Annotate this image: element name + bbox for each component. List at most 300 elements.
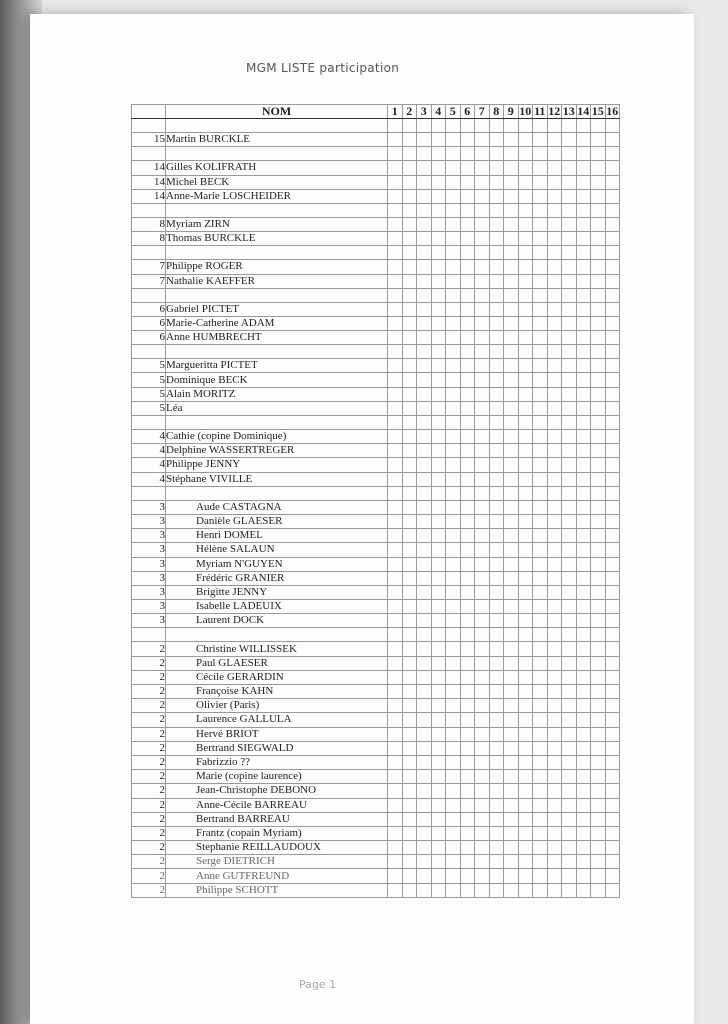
participation-count: 6 <box>132 302 166 316</box>
attendance-cell <box>547 260 562 274</box>
attendance-cell <box>489 316 504 330</box>
attendance-cell <box>446 288 461 302</box>
attendance-cell <box>547 670 562 684</box>
attendance-cell <box>504 798 519 812</box>
attendance-cell <box>533 500 548 514</box>
attendance-cell <box>475 203 490 217</box>
attendance-cell <box>460 685 475 699</box>
attendance-cell <box>388 359 403 373</box>
attendance-cell <box>518 727 533 741</box>
attendance-cell <box>576 656 591 670</box>
day-column-header: 1 <box>388 105 403 119</box>
attendance-cell <box>562 713 577 727</box>
attendance-cell <box>417 119 432 133</box>
attendance-cell <box>504 288 519 302</box>
day-column-header: 6 <box>460 105 475 119</box>
attendance-cell <box>562 430 577 444</box>
attendance-cell <box>533 232 548 246</box>
attendance-cell <box>533 486 548 500</box>
attendance-cell <box>431 685 446 699</box>
attendance-cell <box>402 741 417 755</box>
attendance-cell <box>489 274 504 288</box>
attendance-cell <box>591 331 606 345</box>
attendance-cell <box>388 175 403 189</box>
participant-row <box>132 727 620 741</box>
spacer-row <box>132 416 620 430</box>
attendance-cell <box>402 416 417 430</box>
attendance-cell <box>591 189 606 203</box>
attendance-cell <box>518 557 533 571</box>
attendance-cell <box>576 855 591 869</box>
attendance-cell <box>605 543 620 557</box>
attendance-cell <box>431 500 446 514</box>
attendance-cell <box>402 642 417 656</box>
attendance-cell <box>417 472 432 486</box>
attendance-cell <box>402 217 417 231</box>
attendance-cell <box>547 345 562 359</box>
attendance-cell <box>489 585 504 599</box>
participant-name <box>166 288 388 302</box>
page-title: MGM LISTE participation <box>246 61 400 75</box>
participant-row <box>132 458 620 472</box>
attendance-cell <box>388 345 403 359</box>
attendance-cell <box>417 260 432 274</box>
attendance-cell <box>402 175 417 189</box>
participation-count: 3 <box>132 571 166 585</box>
attendance-cell <box>446 345 461 359</box>
attendance-cell <box>460 713 475 727</box>
attendance-cell <box>533 458 548 472</box>
attendance-cell <box>576 883 591 897</box>
attendance-cell <box>417 444 432 458</box>
attendance-cell <box>402 826 417 840</box>
attendance-cell <box>460 557 475 571</box>
attendance-cell <box>431 486 446 500</box>
attendance-cell <box>489 670 504 684</box>
attendance-cell <box>533 387 548 401</box>
attendance-cell <box>417 869 432 883</box>
attendance-cell <box>431 755 446 769</box>
attendance-cell <box>460 812 475 826</box>
attendance-cell <box>431 770 446 784</box>
participation-count: 5 <box>132 373 166 387</box>
attendance-cell <box>446 741 461 755</box>
participation-count: 3 <box>132 600 166 614</box>
spacer-row <box>132 628 620 642</box>
attendance-cell <box>533 359 548 373</box>
attendance-cell <box>533 175 548 189</box>
attendance-cell <box>431 713 446 727</box>
attendance-cell <box>431 699 446 713</box>
attendance-cell <box>417 500 432 514</box>
attendance-cell <box>417 387 432 401</box>
participation-count <box>132 628 166 642</box>
participant-name: Hélène SALAUN <box>166 543 388 557</box>
attendance-cell <box>605 770 620 784</box>
participant-row <box>132 812 620 826</box>
attendance-cell <box>533 798 548 812</box>
attendance-cell <box>388 288 403 302</box>
attendance-cell <box>431 260 446 274</box>
attendance-cell <box>475 444 490 458</box>
attendance-cell <box>547 246 562 260</box>
attendance-cell <box>576 770 591 784</box>
attendance-cell <box>562 345 577 359</box>
attendance-cell <box>562 260 577 274</box>
attendance-cell <box>533 571 548 585</box>
attendance-cell <box>402 232 417 246</box>
attendance-cell <box>591 557 606 571</box>
participant-name: Anne HUMBRECHT <box>166 331 388 345</box>
participant-row <box>132 741 620 755</box>
participant-name: Paul GLAESER <box>166 656 388 670</box>
participant-name <box>166 345 388 359</box>
attendance-cell <box>402 260 417 274</box>
attendance-cell <box>518 416 533 430</box>
participant-name <box>166 119 388 133</box>
attendance-cell <box>591 373 606 387</box>
attendance-cell <box>460 670 475 684</box>
attendance-cell <box>547 133 562 147</box>
attendance-cell <box>533 812 548 826</box>
attendance-cell <box>402 855 417 869</box>
participant-name: Philippe SCHOTT <box>166 883 388 897</box>
attendance-cell <box>388 727 403 741</box>
attendance-cell <box>460 600 475 614</box>
attendance-cell <box>475 514 490 528</box>
attendance-cell <box>417 302 432 316</box>
attendance-cell <box>504 133 519 147</box>
attendance-cell <box>504 203 519 217</box>
attendance-cell <box>489 401 504 415</box>
attendance-cell <box>489 699 504 713</box>
attendance-cell <box>489 614 504 628</box>
attendance-cell <box>518 331 533 345</box>
attendance-cell <box>402 585 417 599</box>
attendance-cell <box>475 274 490 288</box>
attendance-cell <box>431 855 446 869</box>
attendance-cell <box>518 529 533 543</box>
attendance-cell <box>431 784 446 798</box>
attendance-cell <box>446 642 461 656</box>
attendance-cell <box>591 685 606 699</box>
attendance-cell <box>431 274 446 288</box>
attendance-cell <box>605 444 620 458</box>
attendance-cell <box>562 189 577 203</box>
attendance-cell <box>504 416 519 430</box>
participation-count: 2 <box>132 798 166 812</box>
attendance-cell <box>431 557 446 571</box>
attendance-cell <box>518 770 533 784</box>
attendance-cell <box>417 741 432 755</box>
attendance-cell <box>576 203 591 217</box>
attendance-cell <box>591 486 606 500</box>
attendance-cell <box>591 316 606 330</box>
attendance-cell <box>533 784 548 798</box>
attendance-cell <box>518 642 533 656</box>
participant-name: Danièle GLAESER <box>166 514 388 528</box>
attendance-cell <box>388 869 403 883</box>
attendance-cell <box>533 869 548 883</box>
attendance-cell <box>562 529 577 543</box>
attendance-cell <box>518 514 533 528</box>
attendance-cell <box>605 331 620 345</box>
attendance-cell <box>605 600 620 614</box>
participation-count: 8 <box>132 232 166 246</box>
attendance-cell <box>489 444 504 458</box>
attendance-cell <box>605 373 620 387</box>
attendance-cell <box>518 189 533 203</box>
attendance-cell <box>547 401 562 415</box>
attendance-cell <box>431 472 446 486</box>
attendance-cell <box>489 571 504 585</box>
attendance-cell <box>605 217 620 231</box>
attendance-cell <box>562 444 577 458</box>
participant-row <box>132 600 620 614</box>
attendance-cell <box>547 472 562 486</box>
attendance-cell <box>489 175 504 189</box>
attendance-cell <box>402 203 417 217</box>
attendance-cell <box>489 260 504 274</box>
participation-count: 7 <box>132 274 166 288</box>
day-column-header: 13 <box>562 104 575 119</box>
attendance-cell <box>460 302 475 316</box>
attendance-cell <box>417 133 432 147</box>
participant-name: Alain MORITZ <box>166 387 388 401</box>
attendance-cell <box>547 189 562 203</box>
attendance-cell <box>489 359 504 373</box>
attendance-cell <box>547 713 562 727</box>
attendance-cell <box>475 628 490 642</box>
attendance-cell <box>431 232 446 246</box>
attendance-cell <box>388 855 403 869</box>
attendance-cell <box>504 161 519 175</box>
attendance-cell <box>518 387 533 401</box>
participant-row <box>132 642 620 656</box>
attendance-cell <box>504 529 519 543</box>
attendance-cell <box>533 246 548 260</box>
attendance-cell <box>431 373 446 387</box>
attendance-cell <box>547 416 562 430</box>
attendance-cell <box>533 444 548 458</box>
attendance-cell <box>417 217 432 231</box>
attendance-cell <box>562 416 577 430</box>
attendance-cell <box>475 387 490 401</box>
attendance-cell <box>417 232 432 246</box>
attendance-cell <box>475 557 490 571</box>
attendance-cell <box>576 557 591 571</box>
attendance-cell <box>504 883 519 897</box>
attendance-cell <box>518 232 533 246</box>
participant-name: Nathalie KAEFFER <box>166 274 388 288</box>
attendance-cell <box>388 486 403 500</box>
attendance-cell <box>591 727 606 741</box>
spacer-row <box>132 345 620 359</box>
participant-name: Hervé BRIOT <box>166 727 388 741</box>
participant-row <box>132 841 620 855</box>
participant-name <box>166 416 388 430</box>
attendance-cell <box>475 217 490 231</box>
participation-count: 5 <box>132 387 166 401</box>
attendance-cell <box>591 500 606 514</box>
attendance-cell <box>417 203 432 217</box>
attendance-cell <box>388 883 403 897</box>
attendance-cell <box>475 133 490 147</box>
attendance-cell <box>417 161 432 175</box>
attendance-cell <box>562 699 577 713</box>
attendance-cell <box>562 600 577 614</box>
participation-count: 2 <box>132 642 166 656</box>
attendance-cell <box>547 458 562 472</box>
attendance-cell <box>518 855 533 869</box>
attendance-cell <box>605 246 620 260</box>
attendance-cell <box>547 119 562 133</box>
attendance-cell <box>591 883 606 897</box>
attendance-cell <box>402 784 417 798</box>
attendance-cell <box>576 642 591 656</box>
attendance-cell <box>533 543 548 557</box>
attendance-cell <box>576 260 591 274</box>
attendance-cell <box>431 133 446 147</box>
participant-row <box>132 798 620 812</box>
attendance-cell <box>446 316 461 330</box>
attendance-cell <box>576 614 591 628</box>
table-header-row <box>132 105 620 119</box>
attendance-cell <box>460 217 475 231</box>
attendance-cell <box>562 387 577 401</box>
attendance-cell <box>460 571 475 585</box>
participant-name: Martin BURCKLE <box>166 133 388 147</box>
attendance-cell <box>431 416 446 430</box>
attendance-cell <box>533 316 548 330</box>
attendance-cell <box>518 133 533 147</box>
attendance-cell <box>460 826 475 840</box>
attendance-cell <box>518 784 533 798</box>
attendance-cell <box>518 175 533 189</box>
attendance-cell <box>431 288 446 302</box>
participation-count: 3 <box>132 500 166 514</box>
attendance-cell <box>576 529 591 543</box>
participant-name: Stéphane VIVILLE <box>166 472 388 486</box>
attendance-cell <box>402 302 417 316</box>
attendance-cell <box>591 585 606 599</box>
attendance-cell <box>417 316 432 330</box>
participant-name: Gilles KOLIFRATH <box>166 161 388 175</box>
participant-name: Olivier (Paris) <box>166 699 388 713</box>
participation-table <box>131 104 620 898</box>
attendance-cell <box>460 387 475 401</box>
attendance-cell <box>547 812 562 826</box>
attendance-cell <box>402 387 417 401</box>
attendance-cell <box>460 189 475 203</box>
day-column-header: 2 <box>402 105 417 119</box>
attendance-cell <box>547 288 562 302</box>
attendance-cell <box>533 302 548 316</box>
attendance-cell <box>547 770 562 784</box>
attendance-cell <box>562 274 577 288</box>
attendance-cell <box>562 288 577 302</box>
attendance-cell <box>417 345 432 359</box>
attendance-cell <box>504 189 519 203</box>
participant-name: Michel BECK <box>166 175 388 189</box>
attendance-cell <box>591 260 606 274</box>
attendance-cell <box>518 217 533 231</box>
attendance-cell <box>591 161 606 175</box>
attendance-cell <box>547 486 562 500</box>
attendance-cell <box>605 345 620 359</box>
attendance-cell <box>388 656 403 670</box>
participation-count: 4 <box>132 472 166 486</box>
attendance-cell <box>475 741 490 755</box>
attendance-cell <box>417 685 432 699</box>
attendance-cell <box>576 430 591 444</box>
attendance-cell <box>475 812 490 826</box>
participation-count: 2 <box>132 841 166 855</box>
attendance-cell <box>605 430 620 444</box>
attendance-cell <box>533 274 548 288</box>
attendance-cell <box>576 670 591 684</box>
attendance-cell <box>547 656 562 670</box>
attendance-cell <box>547 741 562 755</box>
attendance-cell <box>562 232 577 246</box>
attendance-cell <box>460 529 475 543</box>
participant-name: Françoise KAHN <box>166 685 388 699</box>
attendance-cell <box>402 770 417 784</box>
attendance-cell <box>388 628 403 642</box>
attendance-cell <box>562 755 577 769</box>
attendance-cell <box>417 246 432 260</box>
attendance-cell <box>431 203 446 217</box>
attendance-cell <box>504 855 519 869</box>
attendance-cell <box>504 274 519 288</box>
attendance-cell <box>431 401 446 415</box>
attendance-cell <box>489 798 504 812</box>
attendance-cell <box>475 288 490 302</box>
attendance-cell <box>446 373 461 387</box>
attendance-cell <box>489 784 504 798</box>
attendance-cell <box>402 147 417 161</box>
attendance-cell <box>388 430 403 444</box>
participant-row <box>132 557 620 571</box>
attendance-cell <box>504 458 519 472</box>
attendance-cell <box>460 331 475 345</box>
attendance-cell <box>417 543 432 557</box>
attendance-cell <box>547 755 562 769</box>
attendance-cell <box>460 175 475 189</box>
attendance-cell <box>431 571 446 585</box>
spacer-row <box>132 486 620 500</box>
attendance-cell <box>504 699 519 713</box>
attendance-cell <box>504 628 519 642</box>
attendance-cell <box>402 472 417 486</box>
attendance-cell <box>562 784 577 798</box>
attendance-cell <box>489 458 504 472</box>
attendance-cell <box>504 514 519 528</box>
attendance-cell <box>504 430 519 444</box>
participation-count: 3 <box>132 585 166 599</box>
attendance-cell <box>591 571 606 585</box>
attendance-cell <box>547 387 562 401</box>
attendance-cell <box>605 784 620 798</box>
attendance-cell <box>562 486 577 500</box>
attendance-cell <box>591 855 606 869</box>
attendance-cell <box>431 826 446 840</box>
attendance-cell <box>489 472 504 486</box>
attendance-cell <box>591 472 606 486</box>
attendance-cell <box>460 401 475 415</box>
attendance-cell <box>591 147 606 161</box>
count-column-header <box>132 105 166 119</box>
